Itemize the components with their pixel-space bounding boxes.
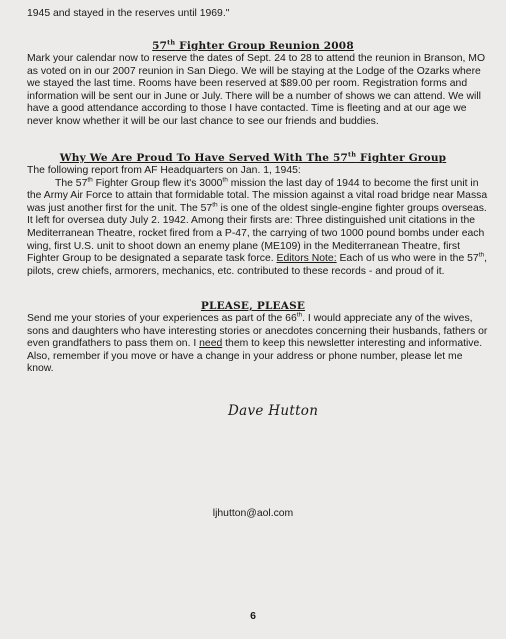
- proud-heading: [0, 152, 506, 164]
- report-sup-a: th: [87, 176, 93, 184]
- editors-note-label: Editors Note:: [276, 253, 337, 265]
- proud-heading-text: Why We Are Proud To Have Served With The 57: [59, 152, 349, 164]
- proud-report: [27, 178, 489, 279]
- intro-text: 1945 and stayed in the reserves until 1969.": [27, 8, 230, 19]
- proud-intro-line: The following report from AF Headquarters on Jan. 1, 1945:: [27, 165, 301, 176]
- report-sup-e: th: [478, 251, 485, 259]
- report-seg-d: is one of the oldest single-engine fighter groups overseas. It left for oversea duty July 2. 1942. Among their firsts are: Three distinguished unit citations in the Mediterranean Theatre, rocket fired from a P-47, the carrying of two 1000 pound bombs under each wing, first U.S. unit to shoot down an enemy plane (ME109) in the Mediterranean Theatre, first Fighter Group to be designated a separate task force.: [27, 202, 487, 265]
- report-sup-b: th: [222, 176, 228, 184]
- please-seg-c: them to keep this newsletter interesting and informative.: [222, 338, 483, 350]
- report-seg-c: mission the last day of 1944 to become the first unit in the Army Air Force to attain that formidable total. The mission against a vital road bridge near Massa was just another first for the unit. The 57: [27, 177, 488, 214]
- reunion-heading-sup: th: [167, 38, 176, 47]
- signature: Dave Hutton: [228, 403, 319, 419]
- please-section: [27, 313, 489, 376]
- contact-email: ljhutton@aol.com: [212, 508, 294, 519]
- proud-heading-sup: th: [348, 150, 357, 159]
- please-seg-a: Send me your stories of your experiences as part of the 66: [27, 313, 297, 324]
- need-underlined: need: [199, 338, 223, 350]
- report-seg-e: Each of us who were in the 57: [336, 253, 479, 265]
- intro-line: [27, 8, 489, 21]
- please-sup: th: [296, 311, 303, 319]
- please-paragraph-2: Also, remember if you move or have a change in your address or phone number, please let me know.: [27, 350, 463, 375]
- reunion-heading-num: 57: [152, 40, 168, 52]
- proud-heading-tail: Fighter Group: [356, 152, 447, 164]
- reunion-body: Mark your calendar now to reserve the dates of Sept. 24 to 28 to attend the reunion in Branson, MO as voted on in our 2007 reunion in San Diego. We will be staying at the Lodge of the Ozarks where we stayed the last time. Rooms have been reserved at $89.00 per room. Registration forms and information will be sent our in June or July. There will be a number of shows we can attend. We will have a good attendance according to those I have contacted. Time is fleeting and at our age we never know whether it will be our last chance to see our friends and buddies.: [27, 53, 486, 127]
- please-heading: PLEASE, PLEASE: [200, 300, 306, 312]
- report-seg-f: , pilots, crew chiefs, armorers, mechanics, etc. contributed to these records - and proud of it.: [27, 253, 487, 277]
- reunion-heading-text: Fighter Group Reunion 2008: [175, 40, 354, 52]
- reunion-section: [27, 53, 489, 129]
- proud-section: [27, 165, 489, 278]
- report-seg-b: Fighter Group flew it's 3000: [92, 177, 223, 189]
- please-paragraph-1: [27, 313, 489, 351]
- report-seg-a: The 57: [55, 177, 88, 189]
- report-sup-c: th: [212, 201, 218, 209]
- page-number: 6: [250, 610, 256, 622]
- reunion-heading: [0, 40, 506, 52]
- please-seg-b: . I would appreciate any of the wives, sons and daughters who have interesting stories or anecdotes concerning their husbands, fathers or even grandfathers to pass them on. I: [27, 313, 488, 350]
